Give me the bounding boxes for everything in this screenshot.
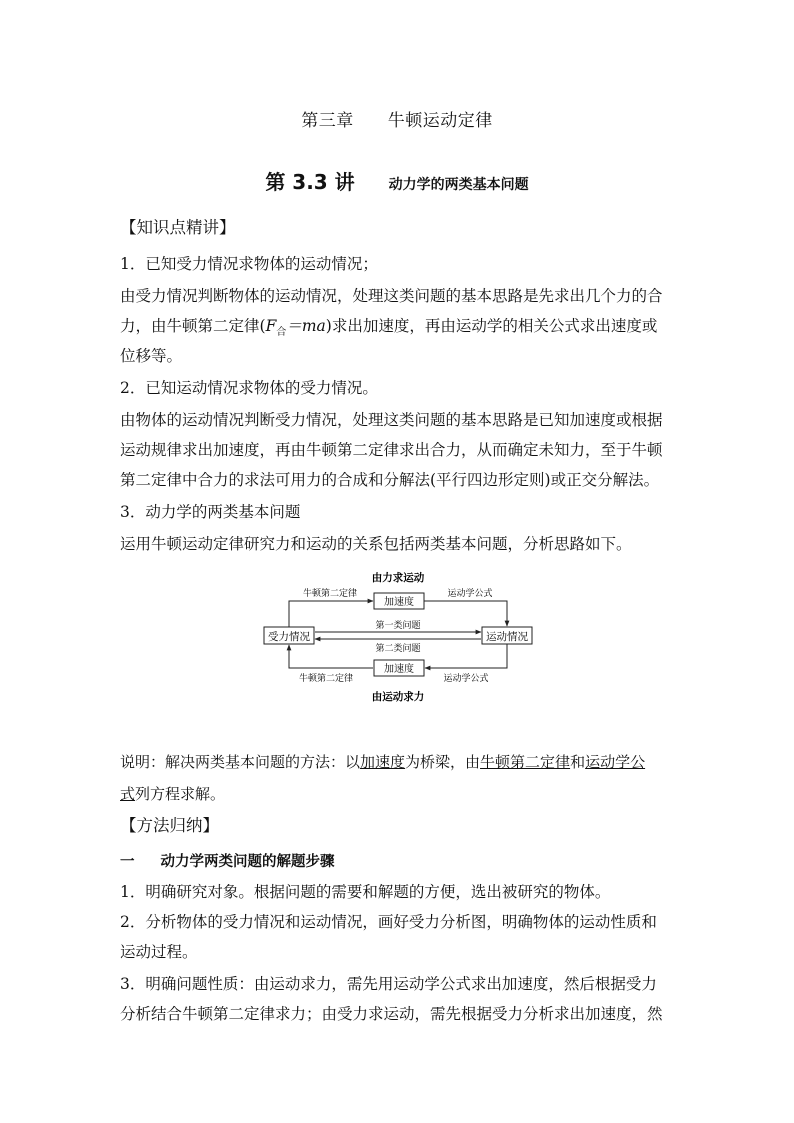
method-step3-line2: 分析结合牛顿第二定律求力；由受力求运动，需先根据受力分析求出加速度，然: [120, 1005, 663, 1023]
p1-line2: [120, 314, 680, 345]
bottom-left-label: 牛顿第二定律: [298, 674, 354, 684]
bottom-right-label: 运动学公式: [443, 674, 489, 684]
p2-line3: 第二定律中合力的求法可用力的合成和分解法(平行四边形定则)或正交分解法。: [120, 471, 660, 489]
bottom-right-arrow: [425, 644, 507, 668]
bottom-left-arrow: [289, 645, 373, 668]
left-box-label: 受力情况: [268, 631, 310, 643]
note-underline-newton: 牛顿第二定律: [480, 753, 571, 771]
mid-upper-label: 第一类问题: [375, 621, 421, 631]
diagram-top-title: 由力求运动: [371, 572, 425, 584]
note-mid2: 和: [570, 753, 586, 771]
p1-line2-b: )求出加速度，再由运动学的相关公式求出速度或: [325, 317, 658, 335]
method-step2-line2: 运动过程。: [120, 943, 198, 961]
top-right-label: 运动学公式: [447, 589, 493, 599]
method-heading: [120, 850, 680, 874]
formula-eq: ＝ma: [286, 317, 326, 335]
p3-title: 3．动力学的两类基本问题: [120, 503, 301, 521]
method-step1: 1．明确研究对象。根据问题的需要和解题的方便，选出被研究的物体。: [120, 883, 611, 901]
diagram-bottom-title: 由运动求力: [371, 691, 425, 703]
formula-sub: 合: [276, 327, 287, 339]
p1-line1: 由受力情况判断物体的运动情况，处理这类问题的基本思路是先求出几个力的合: [120, 287, 663, 305]
method-heading-text: 动力学两类问题的解题步骤: [160, 854, 335, 870]
method-step3-line1: 3．明确问题性质：由运动求力，需先用运动学公式求出加速度，然后根据受力: [120, 975, 657, 993]
top-left-arrow: [289, 601, 373, 627]
lecture-subtitle: 动力学的两类基本问题: [388, 177, 529, 193]
lecture-number: 第 3.3 讲: [265, 170, 355, 194]
note-line1: [120, 750, 680, 774]
note-underline-acceleration: 加速度: [360, 753, 406, 771]
p3-line1: 运用牛顿运动定律研究力和运动的关系包括两类基本问题，分析思路如下。: [120, 535, 632, 553]
p1-line3: 位移等。: [120, 347, 183, 365]
lecture-heading: [0, 166, 794, 195]
chapter-label: 第三章: [301, 111, 354, 131]
formula-F: F: [265, 317, 277, 335]
right-box-label: 运动情况: [486, 631, 528, 643]
section-method: 【方法归纳】: [120, 816, 219, 835]
p2-line1: 由物体的运动情况判断受力情况，处理这类问题的基本思路是已知加速度或根据: [120, 411, 663, 429]
chapter-heading: [0, 106, 794, 131]
p2-line2: 运动规律求出加速度，再由牛顿第二定律求出合力，从而确定未知力，至于牛顿: [120, 441, 663, 459]
p1-title: 1．已知受力情况求物体的运动情况；: [120, 255, 378, 273]
note-prefix: 说明：解决两类基本问题的方法：以: [120, 753, 361, 771]
top-mid-box-label: 加速度: [384, 597, 414, 608]
section-knowledge: 【知识点精讲】: [120, 218, 236, 237]
bottom-mid-box-label: 加速度: [384, 664, 414, 675]
method-heading-num: 一: [120, 854, 135, 870]
top-right-arrow: [424, 601, 507, 626]
p1-line2-a: 力，由牛顿第二定律(: [120, 317, 266, 335]
method-step2-line1: 2．分析物体的受力情况和运动情况，画好受力分析图，明确物体的运动性质和: [120, 913, 657, 931]
top-left-label: 牛顿第二定律: [302, 589, 358, 599]
note-underline-kinematics-end: 式: [120, 785, 136, 803]
note-underline-kinematics: 运动学公: [585, 753, 646, 771]
p2-title: 2．已知运动情况求物体的受力情况。: [120, 379, 378, 397]
note-line2: [120, 782, 680, 806]
chapter-title: 牛顿运动定律: [387, 111, 493, 131]
flow-diagram: [260, 568, 536, 708]
mid-lower-label: 第二类问题: [375, 644, 421, 654]
note-mid1: 为桥梁，由: [405, 753, 481, 771]
note-suffix: 列方程求解。: [135, 785, 226, 803]
